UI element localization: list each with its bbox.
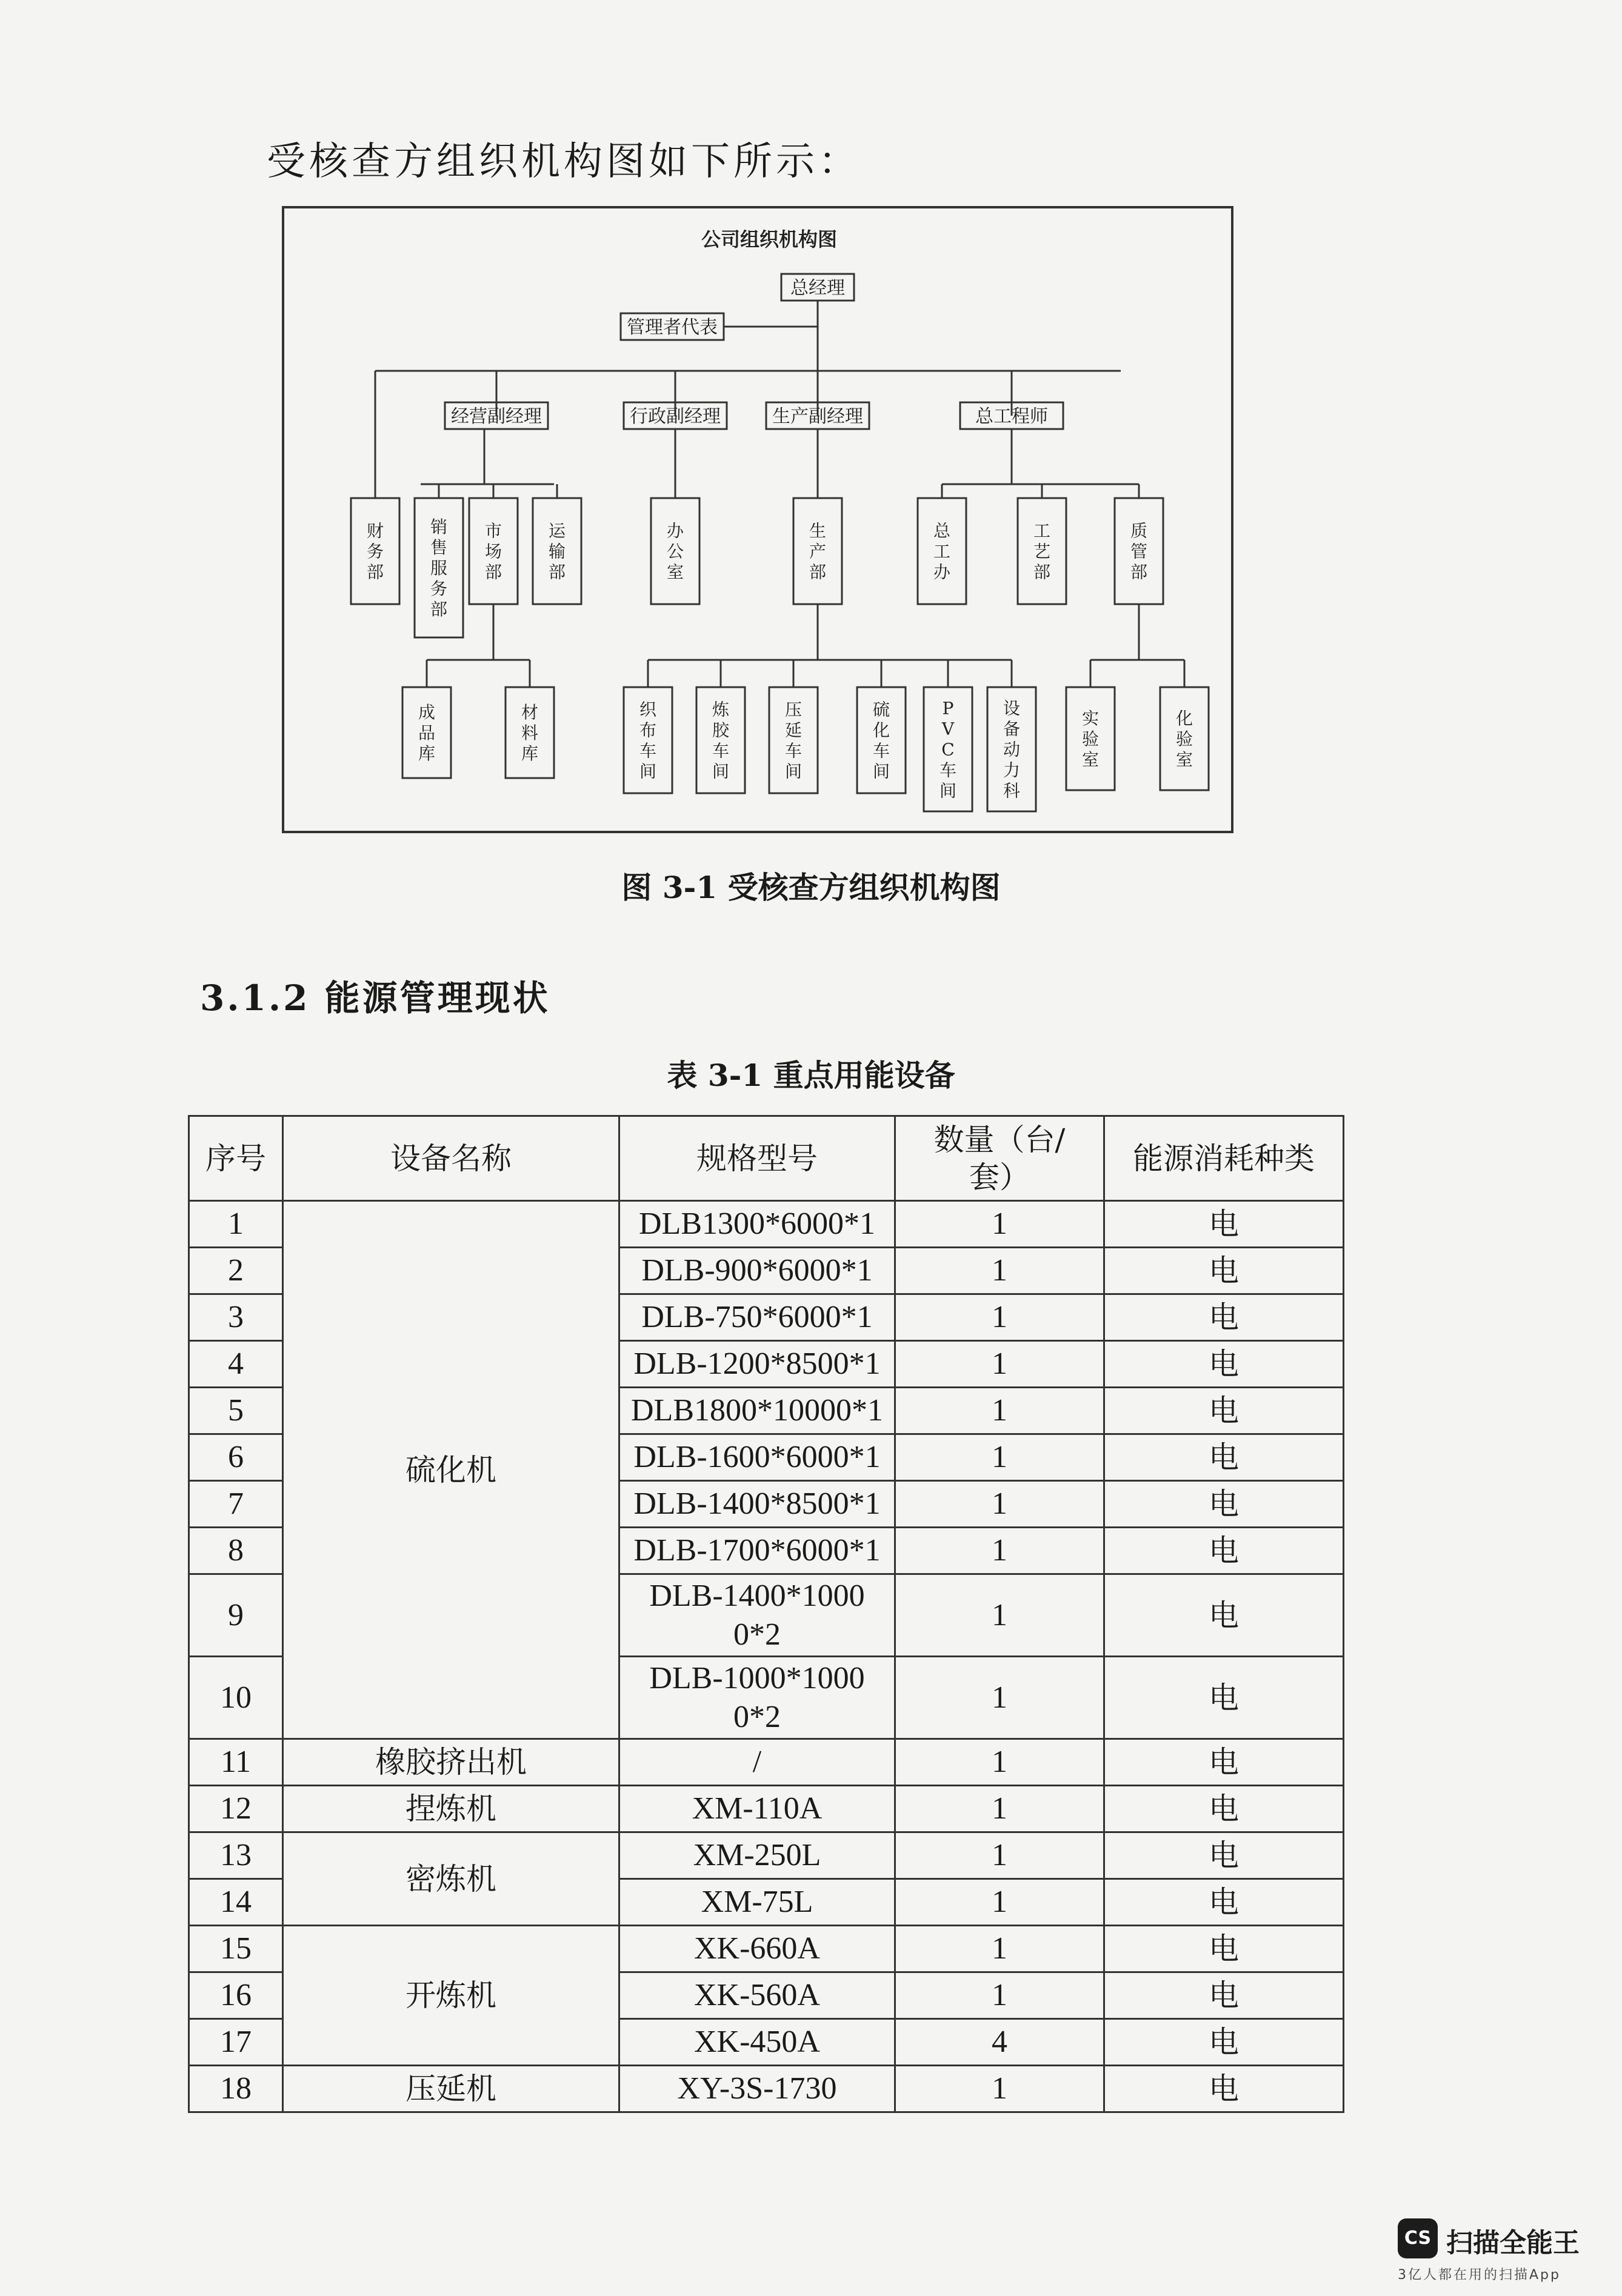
cell-qty: 1 [895, 1739, 1104, 1786]
cell-no: 10 [189, 1657, 283, 1739]
cell-no: 3 [189, 1294, 283, 1341]
cell-no: 8 [189, 1528, 283, 1574]
cell-qty: 1 [895, 1201, 1104, 1248]
table-row [189, 2066, 1344, 2112]
header-no: 序号 [189, 1116, 283, 1201]
cell-energy: 电 [1104, 1657, 1344, 1739]
cell-qty: 1 [895, 1574, 1104, 1657]
org-side: 管理者代表 [627, 317, 718, 338]
cell-energy: 电 [1104, 1879, 1344, 1926]
cell-spec: DLB1800*10000*1 [619, 1388, 895, 1434]
cell-equipment-name: 开炼机 [283, 1926, 619, 2066]
org-sub-unit: P V C 车间 [939, 698, 957, 801]
org-dept: 总工办 [933, 521, 951, 582]
org-sub-unit: 硫化车间 [872, 699, 890, 782]
cell-energy: 电 [1104, 1739, 1344, 1786]
cell-no: 7 [189, 1481, 283, 1528]
cell-energy: 电 [1104, 1341, 1344, 1388]
cell-no: 16 [189, 1972, 283, 2019]
scanner-brand: 扫描全能王 [1446, 2228, 1580, 2258]
cell-no: 18 [189, 2066, 283, 2112]
table-row [189, 1201, 1344, 1248]
cell-equipment-name: 橡胶挤出机 [283, 1739, 619, 1786]
org-sub-unit: 实验室 [1081, 708, 1100, 770]
cell-no: 4 [189, 1341, 283, 1388]
cell-qty: 4 [895, 2019, 1104, 2066]
cell-energy: 电 [1104, 2019, 1344, 2066]
cell-energy: 电 [1104, 1926, 1344, 1972]
cell-energy: 电 [1104, 1832, 1344, 1879]
table-row [189, 1832, 1344, 1879]
org-dept: 市场部 [484, 521, 502, 582]
org-sub-unit: 化验室 [1175, 708, 1193, 770]
cell-energy: 电 [1104, 1434, 1344, 1481]
cell-energy: 电 [1104, 1294, 1344, 1341]
cell-no: 11 [189, 1739, 283, 1786]
cell-energy: 电 [1104, 1388, 1344, 1434]
cell-qty: 1 [895, 1248, 1104, 1294]
cell-energy: 电 [1104, 2066, 1344, 2112]
cell-qty: 1 [895, 1294, 1104, 1341]
cell-qty: 1 [895, 1481, 1104, 1528]
cell-qty: 1 [895, 1879, 1104, 1926]
cell-qty: 1 [895, 1388, 1104, 1434]
scanner-slogan: 3亿人都在用的扫描App [1398, 2268, 1561, 2283]
cell-no: 14 [189, 1879, 283, 1926]
cell-energy: 电 [1104, 1786, 1344, 1832]
cell-qty: 1 [895, 1786, 1104, 1832]
org-dept: 办公室 [666, 521, 684, 582]
cell-no: 12 [189, 1786, 283, 1832]
cell-energy: 电 [1104, 1972, 1344, 2019]
cell-energy: 电 [1104, 1248, 1344, 1294]
cell-equipment-name: 捏炼机 [283, 1786, 619, 1832]
cell-no: 15 [189, 1926, 283, 1972]
cell-no: 5 [189, 1388, 283, 1434]
cell-qty: 1 [895, 1341, 1104, 1388]
table-caption: 表 3-1 重点用能设备 [667, 1057, 955, 1093]
org-chart-title: 公司组织机构图 [701, 228, 838, 251]
header-spec: 规格型号 [619, 1116, 895, 1201]
cell-no: 6 [189, 1434, 283, 1481]
cell-qty: 1 [895, 2066, 1104, 2112]
org-sub-unit: 织布车间 [639, 699, 657, 782]
org-dept: 销售服务部 [430, 516, 448, 619]
cell-qty: 1 [895, 1832, 1104, 1879]
table-row [189, 1926, 1344, 1972]
cell-spec: DLB-1700*6000*1 [619, 1528, 895, 1574]
cell-no: 13 [189, 1832, 283, 1879]
cell-energy: 电 [1104, 1481, 1344, 1528]
figure-caption: 图 3-1 受核查方组织机构图 [621, 870, 1001, 905]
equipment-table [188, 1115, 1344, 2113]
table-header-row [189, 1116, 1344, 1201]
table-row [189, 1739, 1344, 1786]
org-vp: 生产副经理 [772, 406, 863, 427]
org-vp: 经营副经理 [451, 406, 542, 427]
scanner-logo-icon: CS [1398, 2218, 1438, 2258]
cell-spec: XM-110A [619, 1786, 895, 1832]
cell-qty: 1 [895, 1926, 1104, 1972]
table-body [189, 1201, 1344, 2112]
cell-spec: DLB-1600*6000*1 [619, 1434, 895, 1481]
org-dept: 质管部 [1130, 521, 1148, 582]
cell-spec: XY-3S-1730 [619, 2066, 895, 2112]
header-energy: 能源消耗种类 [1104, 1116, 1344, 1201]
cell-spec: DLB-750*6000*1 [619, 1294, 895, 1341]
org-sub-unit: 设备动力科 [1003, 698, 1021, 801]
cell-spec: DLB1300*6000*1 [619, 1201, 895, 1248]
cell-spec: XK-450A [619, 2019, 895, 2066]
table-row [189, 1786, 1344, 1832]
cell-qty: 1 [895, 1528, 1104, 1574]
cell-spec: XK-560A [619, 1972, 895, 2019]
header-qty: 数量（台/套） [895, 1116, 1104, 1201]
cell-spec: DLB-900*6000*1 [619, 1248, 895, 1294]
org-dept: 运输部 [548, 521, 566, 582]
cell-qty: 1 [895, 1434, 1104, 1481]
org-vp: 总工程师 [975, 406, 1048, 427]
cell-spec: XM-75L [619, 1879, 895, 1926]
org-dept: 生产部 [809, 521, 827, 582]
intro-text: 受核查方组织机构图如下所示： [267, 139, 861, 184]
cell-spec: XM-250L [619, 1832, 895, 1879]
org-sub-unit: 炼胶车间 [712, 699, 730, 782]
cell-energy: 电 [1104, 1201, 1344, 1248]
org-vp: 行政副经理 [630, 406, 721, 427]
org-sub-unit: 成品库 [418, 702, 436, 764]
cell-spec: DLB-1200*8500*1 [619, 1341, 895, 1388]
org-root: 总经理 [790, 278, 845, 299]
cell-qty: 1 [895, 1657, 1104, 1739]
cell-no: 1 [189, 1201, 283, 1248]
section-heading: 3.1.2 能源管理现状 [200, 977, 550, 1019]
org-sub-unit: 压延车间 [784, 699, 803, 782]
org-chart-svg [284, 208, 1231, 831]
scanner-watermark [1398, 2218, 1604, 2285]
cell-no: 9 [189, 1574, 283, 1657]
cell-equipment-name: 压延机 [283, 2066, 619, 2112]
cell-energy: 电 [1104, 1574, 1344, 1657]
cell-spec: XK-660A [619, 1926, 895, 1972]
cell-spec: DLB-1400*10000*2 [619, 1574, 895, 1657]
cell-equipment-name: 密炼机 [283, 1832, 619, 1926]
cell-spec: DLB-1000*10000*2 [619, 1657, 895, 1739]
org-sub-unit: 材料库 [521, 702, 539, 764]
cell-spec: DLB-1400*8500*1 [619, 1481, 895, 1528]
cell-qty: 1 [895, 1972, 1104, 2019]
org-dept: 工艺部 [1033, 521, 1051, 582]
header-name: 设备名称 [283, 1116, 619, 1201]
cell-no: 2 [189, 1248, 283, 1294]
cell-equipment-name: 硫化机 [283, 1201, 619, 1739]
org-dept: 财务部 [366, 521, 384, 582]
cell-no: 17 [189, 2019, 283, 2066]
cell-energy: 电 [1104, 1528, 1344, 1574]
org-chart [282, 206, 1233, 833]
cell-spec: / [619, 1739, 895, 1786]
